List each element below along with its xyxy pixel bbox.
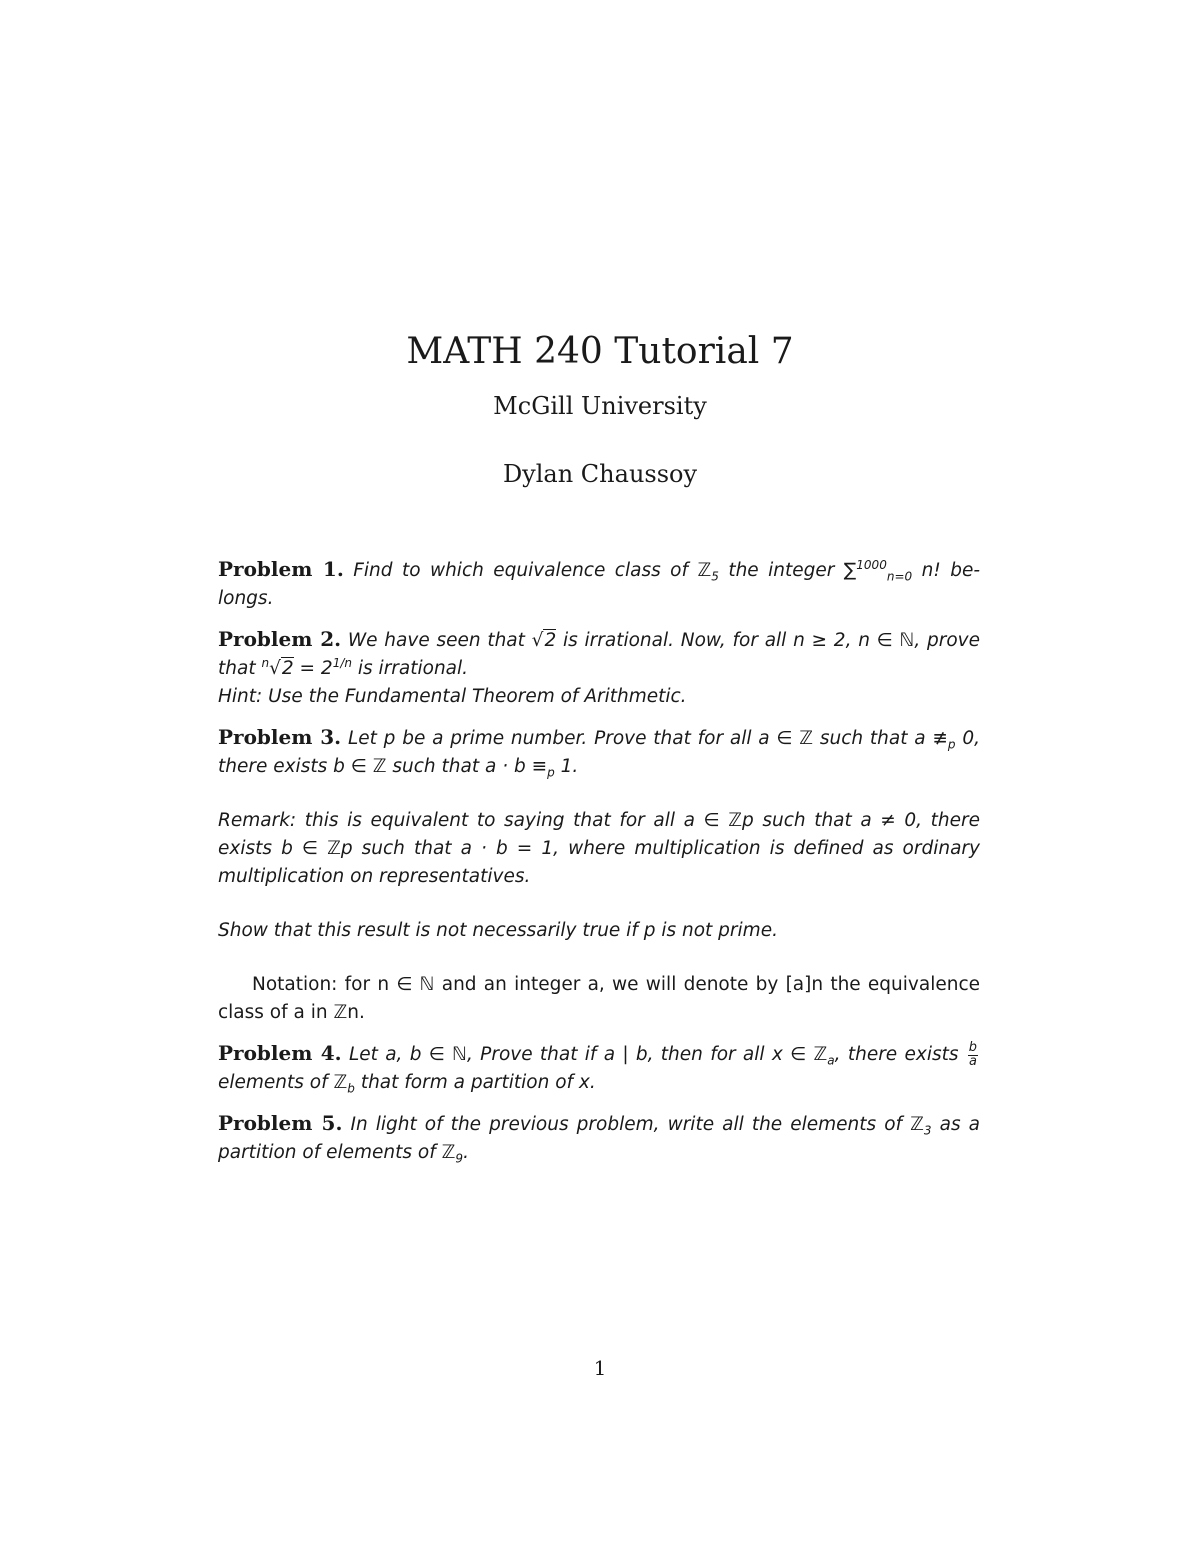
author: Dylan Chaussoy bbox=[502, 460, 698, 488]
problem-3-show: Show that this result is not necessarily true if p is not prime. bbox=[218, 920, 778, 941]
document-title: MATH 240 Tutorial 7 bbox=[406, 331, 794, 372]
problem-3-remark: Remark: this is equivalent to saying that for all a ∈ ℤp such that a ≠ 0, there exists b ∈ ℤp such that a · b = 1, where multiplication is defined as ordinary multiplication on representatives. bbox=[218, 810, 980, 887]
problem-5: Problem 5. In light of the previous problem, write all the elements of ℤ$_3$ as a partition of elements of ℤ$_9$. bbox=[218, 1111, 980, 1166]
sum-upper: 1000 bbox=[856, 557, 887, 572]
problem-label: Problem 4. bbox=[218, 1041, 342, 1065]
problem-3: Problem 3. Let p be a prime number. Prove that for all a ∈ ℤ such that a $≢_p$ 0, there exists b ∈ ℤ such that $a \cdot b \equiv_p$ 1. bbox=[218, 725, 980, 780]
problem-2: Problem 2. We have seen that √2 is irrational. Now, for all n ≥ 2, n ∈ ℕ, prove that $^n√2 = 2^{1/n}$ is irrational. Hint: Use the Fundamental Theorem of Arithmetic. bbox=[218, 627, 981, 707]
problem-4: Problem 4. Let a, b ∈ ℕ, Prove that if a | b, then for all x ∈ ℤ$_a$, there exists $\frac{b}{a}$ elements of ℤ$_b$ that form a partition of x. bbox=[218, 1039, 978, 1096]
problem-label: Problem 5. bbox=[218, 1111, 343, 1135]
page-number: 1 bbox=[593, 1356, 607, 1380]
sum-lower: n=0 bbox=[886, 569, 913, 584]
document-body bbox=[218, 555, 980, 1179]
problem-label: Problem 2. bbox=[218, 627, 342, 651]
notation-paragraph: Notation: for n ∈ ℕ and an integer a, we will denote by [a]n the equivalence class of a in ℤn. bbox=[218, 974, 980, 1023]
institution: McGill University bbox=[493, 392, 707, 420]
problem-1: Problem 1. Find to which equivalence class of ℤ$_5$ the integer ∑$^{1000}_{n=0}$ n! be-longs. bbox=[218, 557, 981, 609]
problem-label: Problem 3. bbox=[218, 725, 342, 749]
problem-hint: Hint: Use the Fundamental Theorem of Arithmetic. bbox=[218, 686, 687, 707]
problem-label: Problem 1. bbox=[218, 557, 344, 581]
